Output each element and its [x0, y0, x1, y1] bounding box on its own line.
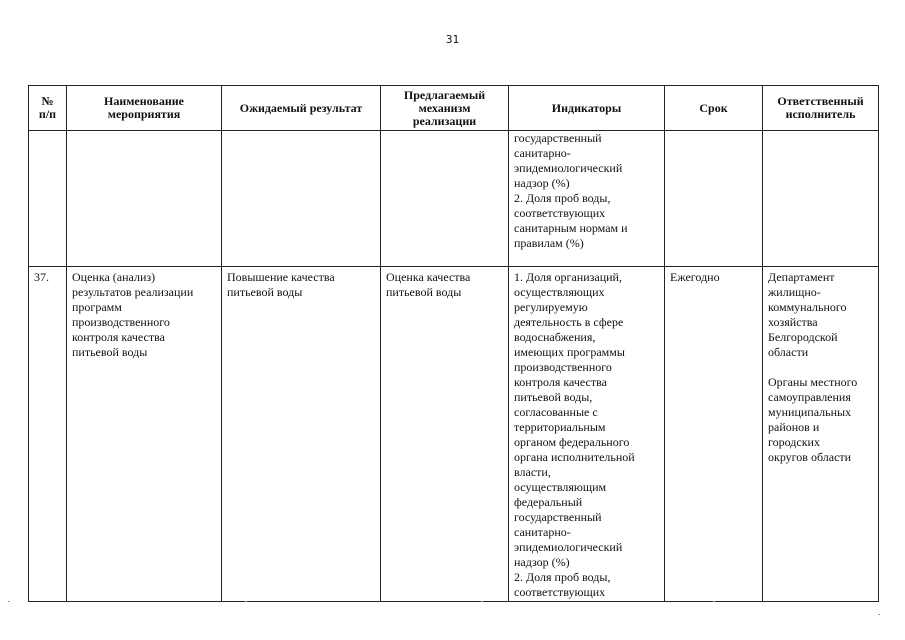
cell-expected-result: [222, 131, 381, 267]
cell-term: [665, 131, 763, 267]
table-row-continuation: [29, 131, 879, 267]
header-number: № п/п: [29, 86, 67, 131]
cell-expected-result: Повышение качества питьевой воды: [222, 267, 381, 602]
cell-indicators: государственный санитарно- эпидемиологический надзор (%) 2. Доля проб воды, соответствующих санитарным нормам и правилам (%): [509, 131, 665, 267]
header-expected-result: Ожидаемый результат: [222, 86, 381, 131]
cell-executor: [763, 131, 879, 267]
scan-artifact: [878, 614, 880, 615]
scan-artifact: [713, 601, 715, 602]
cell-indicators: 1. Доля организаций, осуществляющих регулируемую деятельность в сфере водоснабжения, имеющих программы производственного контроля качества питьевой воды, согласованные с территориальным органом федерального органа исполнительной власти, осуществляющим федеральный государственный санитарно- эпидемиологический надзор (%) 2. Доля проб воды, соответствующих: [509, 267, 665, 602]
cell-number: 37.: [29, 267, 67, 602]
header-executor: Ответственный исполнитель: [763, 86, 879, 131]
header-activity-name: Наименование мероприятия: [67, 86, 222, 131]
header-indicators: Индикаторы: [509, 86, 665, 131]
table-row-37: [29, 267, 879, 602]
table-header-row: [29, 86, 879, 131]
header-term: Срок: [665, 86, 763, 131]
cell-number: [29, 131, 67, 267]
cell-mechanism: Оценка качества питьевой воды: [381, 267, 509, 602]
page-number: 31: [445, 33, 460, 46]
cell-activity-name: [67, 131, 222, 267]
scan-artifact: [481, 601, 483, 602]
scan-artifact: [8, 601, 10, 602]
header-mechanism: Предлагаемый механизм реализации: [381, 86, 509, 131]
cell-term: Ежегодно: [665, 267, 763, 602]
scan-artifact: [245, 601, 247, 602]
measures-table: [28, 85, 879, 602]
cell-mechanism: [381, 131, 509, 267]
cell-executor: Департамент жилищно- коммунального хозяйства Белгородской области Органы местного самоуправления муниципальных районов и городских округов области: [763, 267, 879, 602]
cell-activity-name: Оценка (анализ) результатов реализации программ производственного контроля качества питьевой воды: [67, 267, 222, 602]
